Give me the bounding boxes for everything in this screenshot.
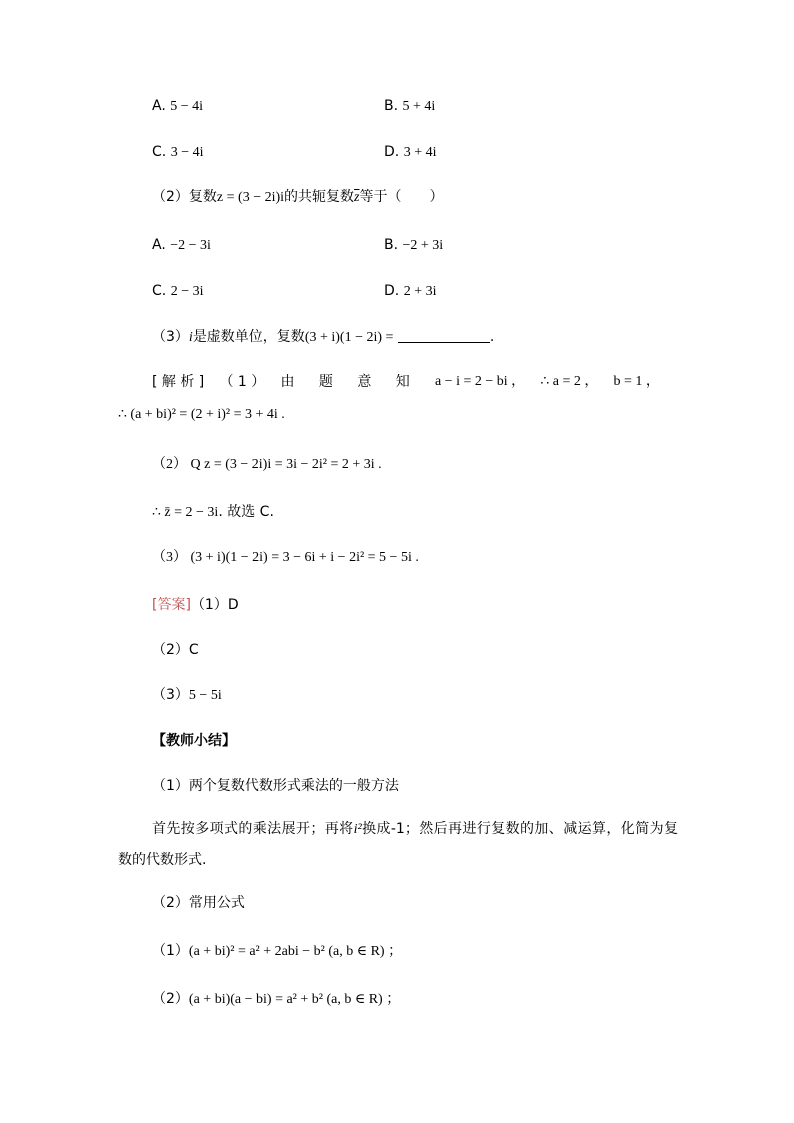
q2-option-c[interactable]: C. 2 − 3i [152, 283, 204, 299]
q1-options-row-1 [152, 96, 660, 117]
analysis-line-2: ∴ (a + bi)² = (2 + i)² = 3 + 4i . [118, 407, 285, 422]
q1-option-b[interactable]: B. 5 + 4i [384, 98, 436, 114]
answer-line-2: （2）C [152, 642, 199, 658]
answer-label: [答案] [152, 597, 191, 613]
analysis-part-2-conclusion: ∴ z̄ = 2 − 3i. 故选 C. [152, 504, 274, 520]
q2-options-row-1 [152, 235, 660, 256]
q2-option-a[interactable]: A. −2 − 3i [152, 237, 211, 253]
summary-title: 【教师小结】 [152, 733, 236, 749]
formula-1: （1）(a + bi)² = a² + 2abi − b² (a, b ∈ R) ； [152, 943, 403, 959]
analysis-part-2: （2） Q z = (3 − 2i)i = 3i − 2i² = 2 + 3i . [152, 457, 382, 472]
q1-option-d[interactable]: D. 3 + 4i [384, 144, 437, 160]
summary-item-1-title: （1）两个复数代数形式乘法的一般方法 [152, 778, 399, 794]
q1-option-a[interactable]: A. 5 − 4i [152, 98, 204, 114]
question-2: （2）复数z = (3 − 2i)i的共轭复数$\overline{z}$等于（ ） [152, 189, 444, 205]
summary-item-1-body: 首先按多项式的乘法展开；再将i²换成-1；然后再进行复数的加、减运算，化简为复数的代数形式. [118, 821, 678, 868]
answer-line-3: （3）5 − 5i [152, 687, 222, 703]
q2-option-b[interactable]: B. −2 + 3i [384, 237, 444, 253]
q2-option-d[interactable]: D. 2 + 3i [384, 283, 437, 299]
summary-item-2-title: （2）常用公式 [152, 895, 245, 911]
q1-options-row-2 [152, 142, 660, 163]
formula-2: （2）(a + bi)(a − bi) = a² + b² (a, b ∈ R) ； [152, 991, 401, 1007]
analysis-label: [ 解 析 ] [152, 374, 205, 390]
answer-blank[interactable] [398, 328, 490, 343]
q2-options-row-2 [152, 281, 660, 302]
answer-line-1: [答案]（1）D [152, 597, 239, 613]
q1-option-c[interactable]: C. 3 − 4i [152, 144, 204, 160]
analysis-line-1: [ 解 析 ] （ 1 ） 由 题 意 知 a − i = 2 − bi ， ∴ a = 2 ， b = 1 ， [152, 374, 660, 390]
question-3: （3）i是虚数单位，复数(3 + i)(1 − 2i) = . [152, 329, 495, 345]
analysis-part-3: （3） (3 + i)(1 − 2i) = 3 − 6i + i − 2i² = 5 − 5i . [152, 550, 419, 565]
